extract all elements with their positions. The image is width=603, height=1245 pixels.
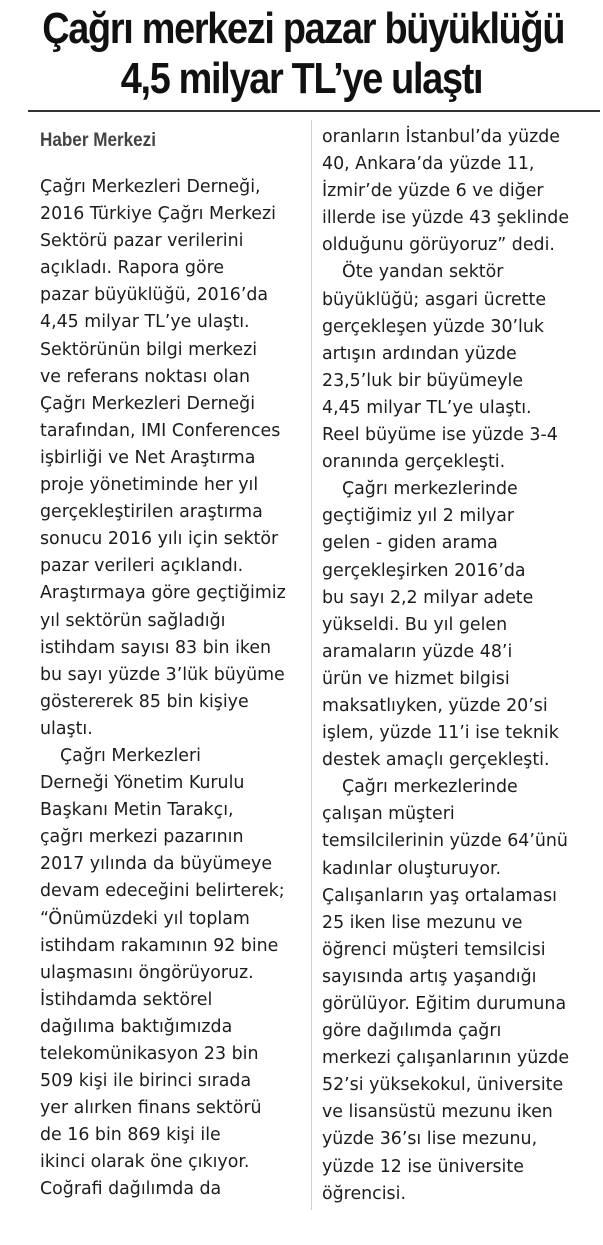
text-line: 4,45 milyar TL’ye ulaştı.: [322, 397, 532, 418]
text-line: bu sayı yüzde 3’lük büyüme: [40, 664, 285, 685]
text-line: destek amaçlı gerçekleşti.: [322, 750, 550, 771]
text-line: çalışan müşteri: [322, 804, 455, 825]
text-line: telekomünikasyon 23 bin: [40, 1044, 259, 1064]
left-column: [40, 174, 302, 1204]
text-line: İzmir’de yüzde 6 ve diğer: [322, 181, 544, 202]
text-line: ve lisansüstü mezunu iken: [322, 1102, 553, 1123]
text-line: Çağrı merkezlerinde: [342, 479, 518, 500]
text-line: işlem, yüzde 11’i ise teknik: [322, 723, 559, 744]
text-line: tarafından, IMI Conferences: [40, 420, 281, 441]
text-line: 2016 Türkiye Çağrı Merkezi: [40, 204, 276, 225]
text-line: yer alırken finans sektörü: [40, 1098, 262, 1119]
text-line: Çağrı merkezlerinde: [342, 777, 518, 798]
text-line: ikinci olarak öne çıkıyor.: [40, 1152, 250, 1173]
text-line: Sektörü pazar verilerini: [40, 231, 244, 252]
text-line: istihdam sayısı 83 bin iken: [40, 637, 272, 658]
text-line: aramaların yüzde 48’i: [322, 641, 513, 662]
text-line: görülüyor. Eğitim durumuna: [322, 994, 567, 1014]
text-line: Çağrı Merkezleri: [60, 745, 201, 766]
text-line: pazar büyüklüğü, 2016’da: [40, 285, 269, 306]
text-line: yıl sektörün sağladığı: [40, 610, 226, 631]
text-line: İstihdamda sektörel: [40, 989, 213, 1010]
paragraph: [40, 174, 302, 743]
text-line: 52’si yüksekokul, üniversite: [322, 1075, 564, 1096]
text-line: oranların İstanbul’da yüzde: [322, 127, 561, 147]
text-line: 23,5’luk bir büyümeyle: [322, 370, 524, 391]
byline: Haber Merkezi: [40, 130, 156, 151]
paragraph: [40, 743, 302, 1204]
text-line: pazar verileri açıklandı.: [40, 556, 244, 577]
text-line: de 16 bin 869 kişi ile: [40, 1125, 221, 1146]
text-line: geçtiğimiz yıl 2 milyar: [322, 506, 515, 527]
text-line: maksatlıyken, yüzde 20’si: [322, 695, 548, 716]
text-line: Öte yandan sektör: [342, 262, 504, 283]
text-line: ulaştı.: [40, 718, 93, 739]
text-line: Sektörünün bilgi merkezi: [40, 339, 258, 360]
headline: [42, 4, 565, 104]
text-line: 25 iken lise mezunu ve: [322, 912, 523, 933]
text-line: ulaşmasını öngörüyoruz.: [40, 962, 254, 983]
text-line: illerde ise yüzde 43 şeklinde: [322, 208, 570, 229]
text-line: Coğrafi dağılımda da: [40, 1179, 222, 1200]
text-line: öğrencisi.: [322, 1183, 406, 1204]
text-line: merkezi çalışanlarının yüzde: [322, 1048, 570, 1069]
text-line: göre dağılımda çağrı: [322, 1021, 502, 1042]
text-line: Çalışanların yaş ortalaması: [322, 885, 558, 906]
text-line: olduğunu görüyoruz” dedi.: [322, 235, 555, 256]
text-line: bu sayı 2,2 milyar adete: [322, 587, 534, 608]
headline-line-2: 4,5 milyar TL’ye ulaştı: [120, 54, 483, 103]
headline-line-1: Çağrı merkezi pazar büyüklüğü: [42, 4, 565, 53]
text-line: temsilcilerinin yüzde 64’ünü: [322, 831, 568, 852]
text-line: 509 kişi ile birinci sırada: [40, 1071, 252, 1092]
text-line: büyüklüğü; asgari ücrette: [322, 289, 547, 310]
text-line: 2017 yılında da büyümeye: [40, 854, 273, 875]
text-line: gerçekleşen yüzde 30’luk: [322, 316, 544, 337]
text-line: kadınlar oluşturuyor.: [322, 858, 502, 879]
column-divider: [311, 120, 312, 1210]
text-line: Başkanı Metin Tarakçı,: [40, 800, 234, 821]
text-line: sonucu 2016 yılı için sektör: [40, 529, 279, 550]
right-column: [322, 124, 584, 1208]
text-line: ürün ve hizmet bilgisi: [322, 668, 510, 689]
text-line: 40, Ankara’da yüzde 11,: [322, 154, 535, 175]
text-line: gerçekleştirilen araştırma: [40, 502, 263, 523]
text-line: yüzde 12 ise üniversite: [322, 1156, 524, 1177]
paragraph: [322, 124, 584, 259]
text-line: Çağrı Merkezleri Derneği,: [40, 177, 261, 197]
text-line: Reel büyüme ise yüzde 3-4: [322, 425, 558, 446]
text-line: yükseldi. Bu yıl gelen: [322, 614, 508, 635]
text-line: devam edeceğini belirterek;: [40, 881, 285, 902]
text-line: gelen - giden arama: [322, 533, 498, 554]
text-line: yüzde 36’sı lise mezunu,: [322, 1129, 538, 1150]
paragraph: [322, 259, 584, 476]
paragraph: [322, 774, 584, 1208]
text-line: dağılıma baktığımızda: [40, 1016, 233, 1037]
text-line: Derneği Yönetim Kurulu: [40, 773, 245, 794]
text-line: çağrı merkezi pazarının: [40, 827, 244, 848]
text-line: istihdam rakamının 92 bine: [40, 935, 279, 956]
text-line: 4,45 milyar TL’ye ulaştı.: [40, 312, 250, 333]
text-line: göstererek 85 bin kişiye: [40, 691, 249, 712]
text-line: Araştırmaya göre geçtiğimiz: [40, 583, 286, 604]
text-line: ve referans noktası olan: [40, 366, 251, 387]
text-line: işbirliği ve Net Araştırma: [40, 447, 256, 468]
text-line: oranında gerçekleşti.: [322, 452, 506, 473]
text-line: sayısında artış yaşandığı: [322, 966, 537, 987]
text-line: gerçekleşirken 2016’da: [322, 560, 526, 581]
text-line: “Önümüzdeki yıl toplam: [40, 908, 250, 929]
paragraph: [322, 476, 584, 774]
text-line: artışın ardından yüzde: [322, 343, 517, 364]
headline-divider: [28, 110, 600, 112]
text-line: öğrenci müşteri temsilcisi: [322, 939, 546, 960]
text-line: açıkladı. Rapora göre: [40, 258, 225, 279]
text-line: proje yönetiminde her yıl: [40, 475, 259, 496]
text-line: Çağrı Merkezleri Derneği: [40, 393, 256, 414]
